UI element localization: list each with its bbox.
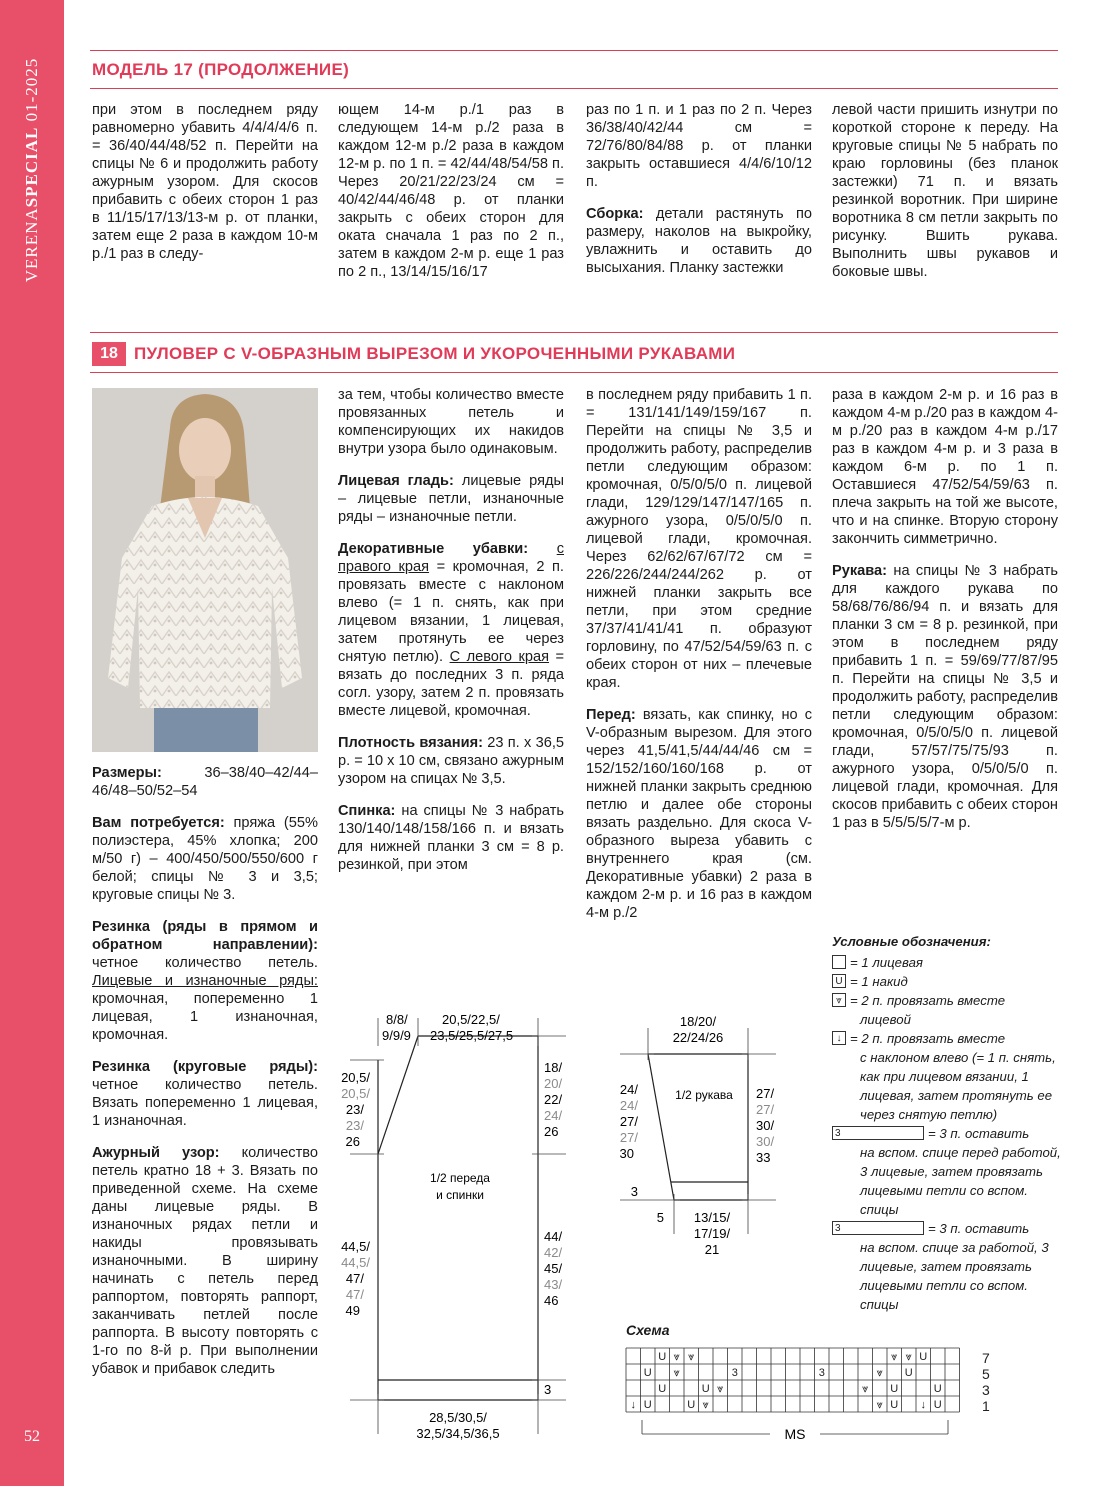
cable-front-icon: 3 bbox=[832, 1126, 924, 1140]
sleeve-right-2: 30/ bbox=[756, 1118, 775, 1133]
sleeve-top-b: 22/24/26 bbox=[672, 1030, 724, 1045]
sleeve-right-1: 27/ bbox=[756, 1102, 775, 1117]
sleeve-left-1: 24/ bbox=[619, 1098, 638, 1113]
body-label-2: и спинки bbox=[436, 1188, 484, 1202]
chart-symbol: ⩔ bbox=[891, 1351, 898, 1363]
chart-symbol: U bbox=[933, 1383, 942, 1395]
top-measure-c: 20,5/22,5/ bbox=[442, 1012, 500, 1027]
chart-symbol: ⩔ bbox=[876, 1399, 883, 1411]
chart-symbol: ⩔ bbox=[702, 1399, 709, 1411]
knit-symbol-icon bbox=[832, 955, 846, 969]
left-top-1: 20,5/ bbox=[341, 1086, 370, 1101]
cable-back-icon: 3 bbox=[832, 1221, 924, 1235]
left-top-4: 26 bbox=[345, 1134, 360, 1149]
row-label-5: 5 bbox=[982, 1366, 990, 1382]
right-bottom-3: 43/ bbox=[544, 1277, 563, 1292]
chart-symbol: U bbox=[658, 1383, 667, 1395]
model-number-badge: 18 bbox=[92, 342, 126, 366]
model18-col2: за тем, чтобы количество вместе провязанных петель и компенсирующих их накидов внутри узора было одинаковым. Лицевая гладь: лицевые ряды – лицевые петли, изнаночные ряды – изнаночные петли. Декоративные убавки: с правого края = кромочная, 2 п. провязать вместе с наклоном влево (= 1 п. снять, как при лицевом вязании, 1 лицевая, затем протянуть ее через снятую петлю). С левого края = вязать до последних 3 п. ряда согл. узору, затем 2 п. провязать вместе лицевой, кромочная. Плотность вязания: 23 п. х 36,5 р. = 10 х 10 см, связано ажурным узором на спицах № 3,5. Спинка: на спицы № 3 набрать 130/140/148/158/166 п. и вязать для нижней планки 3 см = 8 р. резинкой, при этом bbox=[338, 387, 565, 873]
left-bottom-1: 44,5/ bbox=[341, 1255, 370, 1270]
model18-col3: в последнем ряду прибавить 1 п. = 131/141/149/159/167 п. Перейти на спицы № 3,5 и продолжить работу, распределив петли следующим образом: кромочная, 0/5/0/5/0 п. лицевой глади, 129/129/147/147/165 п. ажурного узора, 0/5/0/5/0 п. лицевой глади, кромочная. Через 62/62/67/67/72 см = 226/226/244/244/262 р. от нижней планки закрыть все петли, при этом средние 37/37/41/41/41 п. образуют горловину, по 47/52/54/59/63 п. с обеих сторон от них – плечевые края. Перед: вязать, как спинку, но с V-образным вырезом. Для этого через 41,5/41,5/44/44/46 см = 152/152/160/160/168 р. от нижней планки закрыть среднюю петлю и далее обе стороны вязать раздельно. Для скоса V-образного выреза убавить с внутреннего края (см. Декоративные убавки) 2 раза в каждом 2-м р. и 16 раз в каждом 4-м р./2 bbox=[586, 387, 812, 921]
sleeve-right-3: 30/ bbox=[756, 1134, 775, 1149]
model18-title-rule bbox=[90, 372, 1058, 373]
chart-symbol: U bbox=[687, 1399, 696, 1411]
repeat-label: MS bbox=[784, 1426, 806, 1442]
chart-symbol: 3 bbox=[818, 1367, 825, 1379]
chart-symbol: U bbox=[658, 1351, 667, 1363]
model18-header bbox=[92, 342, 735, 366]
row-label-1: 1 bbox=[982, 1398, 990, 1414]
chart-symbol: U bbox=[919, 1351, 928, 1363]
right-bottom-4: 46 bbox=[544, 1293, 559, 1308]
sleeve-left-0: 24/ bbox=[619, 1082, 638, 1097]
chart-symbol: 3 bbox=[731, 1367, 738, 1379]
chart-symbol: U bbox=[890, 1383, 899, 1395]
sleeve-top-a: 18/20/ bbox=[679, 1014, 717, 1029]
sleeve-left-3: 27/ bbox=[619, 1130, 638, 1145]
chart-symbol: U bbox=[890, 1399, 899, 1411]
model17-col2: ющем 14-м р./1 раз в следующем 14-м р./2 раза в каждом 12-м р./2 раза в каждом 12-м р. по 1 п. = 42/44/48/54/58 п. Через 20/21/22/23/24 см = 40/42/44/46/48 р. от планки закрыть с обеих сторон для оката сначала 1 раз по 2 п., затем в каждом 2-м р. еще 1 раз по 2 п., 13/14/15/16/17 bbox=[338, 102, 564, 280]
yarn-over-icon: U bbox=[832, 974, 846, 988]
top-measure-d: 23,5/25,5/27,5 bbox=[430, 1028, 514, 1043]
model18-title: ПУЛОВЕР С V-ОБРАЗНЫМ ВЫРЕЗОМ И УКОРОЧЕННЫМИ РУКАВАМИ bbox=[134, 344, 736, 363]
model17-col3: раз по 1 п. и 1 раз по 2 п. Через 36/38/40/42/44 см = 72/76/80/84/88 р. от планки закрыть оставшиеся 4/4/6/10/12 п. Сборка: детали растянуть по размеру, наколов на выкройку, увлажнить и оставить до высыхания. Планку застежки bbox=[586, 102, 812, 276]
sidebar bbox=[0, 0, 64, 1486]
chart-symbol: ⩔ bbox=[673, 1351, 680, 1363]
sleeve-left-4: 30 bbox=[619, 1146, 634, 1161]
right-top-2: 22/ bbox=[544, 1092, 563, 1107]
stitch-chart bbox=[620, 1344, 1000, 1454]
chart-symbol: ⩔ bbox=[717, 1383, 724, 1395]
sleeve-bottom-b: 17/19/ bbox=[693, 1226, 731, 1241]
model18-top-rule bbox=[90, 332, 1058, 333]
schema-title: Схема bbox=[626, 1322, 670, 1338]
bottom-measure-a: 28,5/30,5/ bbox=[429, 1410, 487, 1425]
model17-title-rule bbox=[90, 88, 1058, 89]
body-label: 1/2 переда bbox=[430, 1171, 490, 1185]
chart-symbol: ⩔ bbox=[673, 1367, 680, 1379]
sleeve-left-2: 27/ bbox=[619, 1114, 638, 1129]
sleeve-right-0: 27/ bbox=[756, 1086, 775, 1101]
left-top-3: 23/ bbox=[345, 1118, 364, 1133]
right-bottom-0: 44/ bbox=[544, 1229, 563, 1244]
right-top-3: 24/ bbox=[544, 1108, 563, 1123]
symbol-legend: Условные обозначения: = 1 лицевая U = 1 накид ⩔ = 2 п. провязать вместе лицевой ↓ = 2 п. провязать вместе с наклоном влево (= 1 п. снять, как при лицевом вязании, 1 лицевая, затем протянуть ее через снятую петлю) 3 = 3 п. оставить на вспом. спице перед работой, 3 лицевые, затем провязать лицевыми петли со вспом. спицы 3 = 3 п. оставить на вспом. спице за работой, 3 лицевые, затем провязать лицевыми петли со вспом. спицы bbox=[832, 934, 1061, 1312]
left-top-0: 20,5/ bbox=[341, 1070, 370, 1085]
model18-col1: Размеры: 36–38/40–42/44–46/48–50/52–54 Вам потребуется: пряжа (55% полиэстера, 45% хлопка; 200 м/50 г) – 400/450/500/550/600 г белой; спицы № 3 и 3,5; круговые спицы № 3. Резинка (ряды в прямом и обратном направлении): четное количество петель. Лицевые и изнаночные ряды: кромочная, попеременно 1 лицевая, 1 изнаночная, кромочная. Резинка (круговые ряды): четное количество петель. Вязать попеременно 1 лицевая, 1 изнаночная. Ажурный узор: количество петель кратно 18 + 3. Вязать по приведенной схеме. На схеме даны лицевые ряды. В изнаночных рядах петли и накиды провязывать изнаночными. В ширину начинать с петель перед раппортом, повторять раппорт, заканчивать петлей после раппорта. В высоту повторять с 1-го по 8-й р. При выполнении убавок и прибавок следить bbox=[92, 765, 318, 1377]
bottom-measure-b: 32,5/34,5/36,5 bbox=[416, 1426, 500, 1441]
left-top-2: 23/ bbox=[345, 1102, 364, 1117]
model17-col1: при этом в последнем ряду равномерно убавить 4/4/4/4/6 п. = 36/40/44/48/52 п. Перейти на спицы № 6 и продолжить работу ажурным узором. Для скосов прибавить с обеих сторон 1 раз в 11/15/17/13/13-м р. от планки, затем еще 2 раза в каждом 10-м р./1 раз в следу- bbox=[92, 102, 318, 262]
right-bottom-1: 42/ bbox=[544, 1245, 563, 1260]
right-top-0: 18/ bbox=[544, 1060, 563, 1075]
top-measure-a: 8/8/ bbox=[386, 1012, 408, 1027]
sweater-photo-illustration bbox=[92, 388, 318, 752]
model18-col4: раза в каждом 2-м р. и 16 раз в каждом 4-м р./20 раз в каждом 4-м р./20 раз в каждом 4-м р./17 раз в каждом 4-м р. и 3 раза в каждом 6-м р. по 1 п. Оставшиеся 47/52/54/59/63 п. плеча закрыть на той же высоте, что и на спинке. Вторую сторону закончить симметрично. Рукава: на спицы № 3 набрать для каждого рукава по 58/68/76/86/94 п. и вязать для планки 3 см = 8 р. резинкой, при этом в последнем ряду прибавить 1 п. = 59/69/77/87/95 п. Перейти на спицы № 3,5 и продолжить работу, распределив петли следующим образом: кромочная, 0/5/0/5/0 п. лицевой глади, 57/57/75/75/93 п. ажурного узора, 0/5/0/5/0 п. лицевой глади, кромочная. Для скосов прибавить с обеих сторон 1 раз в 5/5/5/5/7-м р. bbox=[832, 387, 1058, 831]
magazine-brand: VERENASPECIAL 01-2025 bbox=[22, 57, 41, 283]
left-bottom-2: 47/ bbox=[345, 1271, 364, 1286]
right-top-1: 20/ bbox=[544, 1076, 563, 1091]
page-number: 52 bbox=[24, 1428, 40, 1445]
right-band: 3 bbox=[544, 1382, 552, 1397]
left-bottom-4: 49 bbox=[345, 1303, 360, 1318]
sleeve-cuff: 5 bbox=[656, 1210, 664, 1225]
right-bottom-2: 45/ bbox=[544, 1261, 563, 1276]
chart-symbol: ⩔ bbox=[688, 1351, 695, 1363]
chart-symbol: ↓ bbox=[920, 1399, 926, 1411]
row-label-3: 3 bbox=[982, 1382, 990, 1398]
model17-title: МОДЕЛЬ 17 (ПРОДОЛЖЕНИЕ) bbox=[92, 60, 350, 79]
top-measure-b: 9/9/9 bbox=[382, 1028, 411, 1043]
chart-symbol: U bbox=[933, 1399, 942, 1411]
model17-col4: левой части пришить изнутри по короткой стороне к переду. На круговые спицы № 5 набрать по краю горловины (без планок застежки) 71 п. и вязать резинкой воротник. При ширине воротника 8 см петли закрыть по рисунку. Вшить рукава. Выполнить швы рукавов и боковые швы. bbox=[832, 102, 1058, 280]
left-bottom-0: 44,5/ bbox=[341, 1239, 370, 1254]
sleeve-bottom-a: 13/15/ bbox=[693, 1210, 731, 1225]
sleeve-pattern-diagram bbox=[600, 1006, 810, 1266]
body-pattern-diagram bbox=[330, 1006, 590, 1446]
model-photo bbox=[92, 388, 318, 752]
chart-symbol: ⩔ bbox=[905, 1351, 912, 1363]
chart-symbol: ⩔ bbox=[876, 1367, 883, 1379]
ssk-icon: ↓ bbox=[832, 1031, 846, 1045]
chart-symbol: U bbox=[643, 1399, 652, 1411]
chart-symbol: U bbox=[701, 1383, 710, 1395]
k2tog-icon: ⩔ bbox=[832, 993, 846, 1007]
sleeve-label: 1/2 рукава bbox=[675, 1088, 733, 1102]
right-top-4: 26 bbox=[544, 1124, 559, 1139]
sleeve-right-4: 33 bbox=[756, 1150, 771, 1165]
chart-symbol: U bbox=[904, 1367, 913, 1379]
left-bottom-3: 47/ bbox=[345, 1287, 364, 1302]
chart-symbol: ↓ bbox=[630, 1399, 636, 1411]
sleeve-bottom-c: 21 bbox=[704, 1242, 720, 1257]
top-rule bbox=[90, 50, 1058, 51]
row-label-7: 7 bbox=[982, 1350, 990, 1366]
chart-symbol: ⩔ bbox=[862, 1383, 869, 1395]
chart-symbol: U bbox=[643, 1367, 652, 1379]
sleeve-band: 3 bbox=[630, 1184, 638, 1199]
